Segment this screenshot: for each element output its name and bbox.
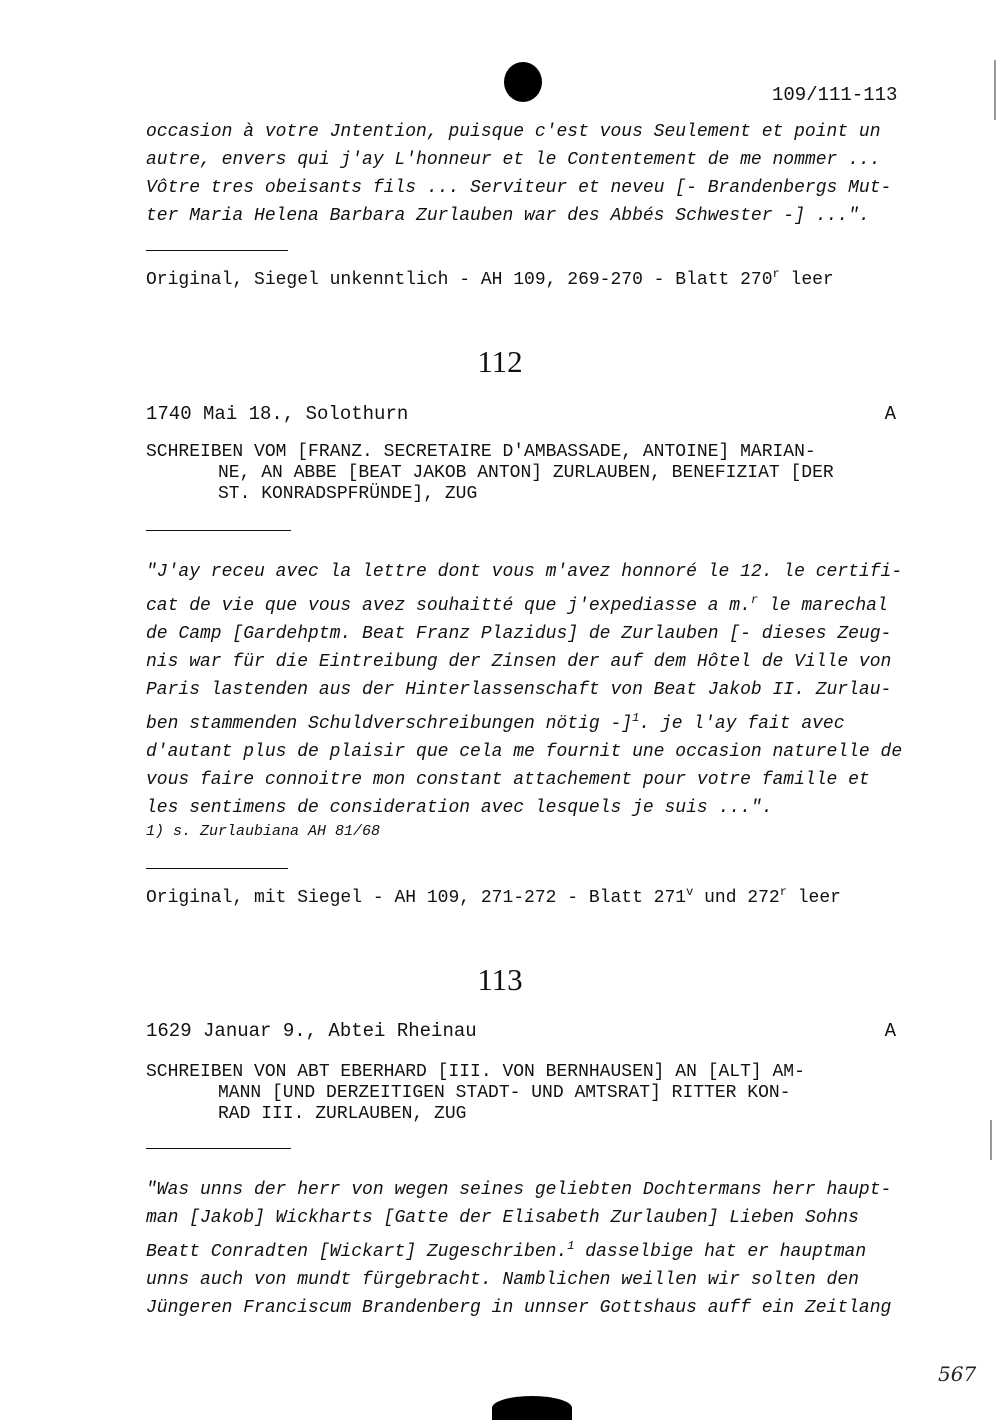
quote-line: man [Jakob] Wickharts [Gatte der Elisabeth Zurlauben] Lieben Sohns	[146, 1208, 859, 1228]
quote-line: Paris lastenden aus der Hinterlassenschaft von Beat Jakob II. Zurlau-	[146, 680, 892, 700]
date-place: 1629 Januar 9., Abtei Rheinau	[146, 1020, 477, 1042]
quote-line: de Camp [Gardehptm. Beat Franz Plazidus] de Zurlauben [- dieses Zeug-	[146, 624, 892, 644]
quote-line: d'autant plus de plaisir que cela me fournit une occasion naturelle de	[146, 742, 903, 762]
entry-111-quote	[146, 118, 916, 230]
quote-line: Beatt Conradten [Wickart] Zugeschriben.$^1$ dasselbige hat er hauptman	[146, 1239, 867, 1262]
quote-line: nis war für die Eintreibung der Zinsen der auf dem Hôtel de Ville von	[146, 652, 892, 672]
quote-line: cat de vie que vous avez souhaitté que j'expediasse a m.$^r$ le marechal	[146, 593, 888, 616]
quote-line: "J'ay receu avec la lettre dont vous m'avez honnoré le 12. le certifi-	[146, 562, 903, 582]
quote-line: Vôtre tres obeisants fils ... Serviteur et neveu [- Brandenbergs Mut-	[146, 178, 892, 198]
entry-112-quote	[146, 558, 916, 822]
entry-111-source-note: Original, Siegel unkenntlich - AH 109, 269-270 - Blatt 270$^r$ leer	[146, 267, 834, 290]
entry-112-heading: SCHREIBEN VOM [FRANZ. SECRETAIRE D'AMBASSADE, ANTOINE] MARIAN- NE, AN ABBE [BEAT JAKOB ANTON] ZURLAUBEN, BENEFIZIAT [DER ST. KONRADSPFRÜNDE], ZUG	[146, 442, 834, 504]
entry-number: 112	[477, 344, 523, 379]
scan-edge-mark	[994, 60, 996, 120]
quote-line: ben stammenden Schuldverschreibungen nötig -]$^1$. je l'ay fait avec	[146, 711, 845, 734]
date-place: 1740 Mai 18., Solothurn	[146, 403, 409, 425]
quote-line: autre, envers qui j'ay L'honneur et le Contentement de me nommer ...	[146, 150, 881, 170]
entry-number: 113	[477, 962, 523, 997]
quote-line: "Was unns der herr von wegen seines geliebten Dochtermans herr haupt-	[146, 1180, 892, 1200]
entry-113-heading: SCHREIBEN VON ABT EBERHARD [III. VON BERNHAUSEN] AN [ALT] AM- MANN [UND DERZEITIGEN STADT- UND AMTSRAT] RITTER KON- RAD III. ZURLAUBEN, ZUG	[146, 1062, 805, 1124]
entry-113-dateline	[146, 1020, 896, 1042]
quote-line: unns auch von mundt fürgebracht. Namblichen weillen wir solten den	[146, 1270, 859, 1290]
quote-line: les sentimens de consideration avec lesquels je suis ...".	[146, 798, 773, 818]
footnote: 1) s. Zurlaubiana AH 81/68	[146, 823, 381, 840]
grade-letter: A	[884, 1020, 896, 1042]
quote-line: ter Maria Helena Barbara Zurlauben war des Abbés Schwester -] ...".	[146, 206, 870, 226]
entry-113-quote	[146, 1176, 916, 1322]
divider	[146, 1148, 291, 1149]
punch-hole-mark	[504, 62, 542, 102]
page-identifier: 109/111-113	[772, 84, 898, 106]
quote-line: occasion à votre Jntention, puisque c'est vous Seulement et point un	[146, 122, 881, 142]
divider	[146, 250, 288, 251]
quote-line: vous faire connoitre mon constant attachement pour votre famille et	[146, 770, 870, 790]
divider	[146, 868, 288, 869]
divider	[146, 530, 291, 531]
punch-hole-mark	[492, 1396, 572, 1420]
quote-line: Jüngeren Franciscum Brandenberg in unnser Gottshaus auff ein Zeitlang	[146, 1298, 892, 1318]
handwritten-page-number: 567	[938, 1362, 977, 1386]
entry-112-dateline	[146, 403, 896, 425]
scan-edge-mark	[990, 1120, 992, 1160]
grade-letter: A	[884, 403, 896, 425]
entry-112-source-note: Original, mit Siegel - AH 109, 271-272 - Blatt 271$^v$ und 272$^r$ leer	[146, 885, 841, 908]
